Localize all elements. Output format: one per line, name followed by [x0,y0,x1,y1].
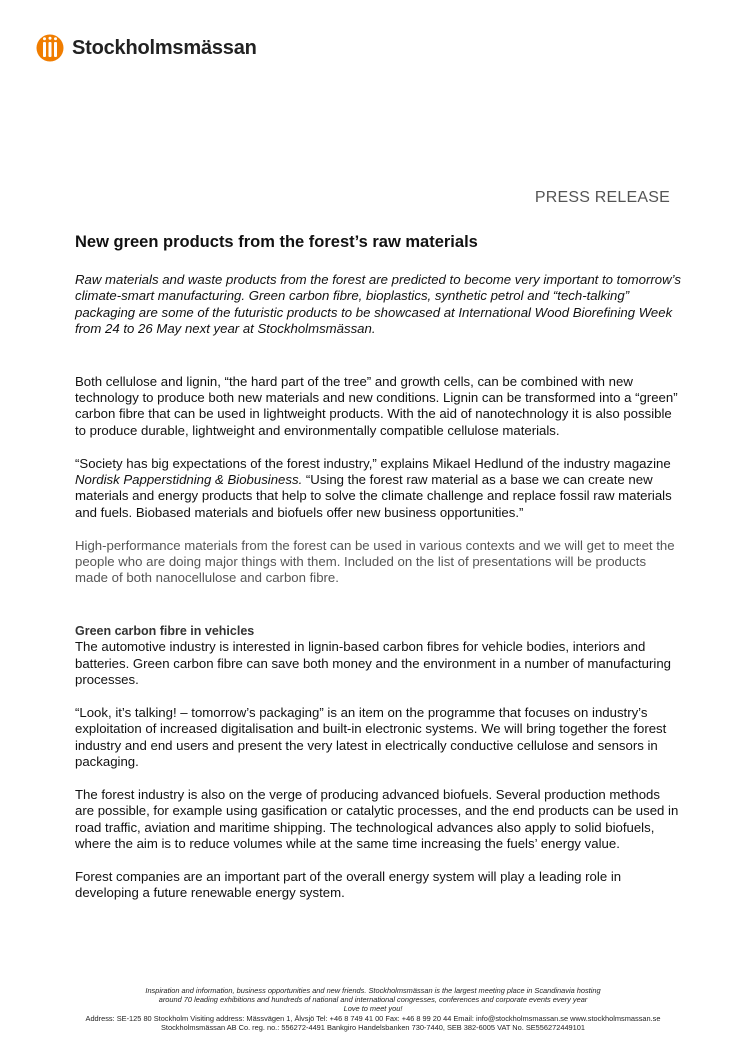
quote-start: “Society has big expectations of the forest industry,” explains Mikael Hedlund of the industry magazine [75,455,671,471]
footer-company-info: Stockholmsmässan AB Co. reg. no.: 556272-4491 Bankgiro Handelsbanken 730-7440, SEB 382-6005 VAT No. SE556272449101 [160,1022,585,1032]
brand-logo [36,34,257,62]
paragraph-quote [75,456,681,522]
paragraph-energy-system: Forest companies are an important part of the overall energy system will play a leading role in developing a future renewable energy system. [75,868,622,901]
paragraph-packaging: “Look, it’s talking! – tomorrow’s packaging” is an item on the programme that focuses on industry’s exploitation of increased digitalisation and built-in electronic systems. We will bring together the forest industry and end users and present the very latest in electrically conductive cellulose and sensors in packaging. [75,704,667,770]
subheading-carbon-fibre: Green carbon fibre in vehicles [75,623,255,638]
paragraph-biofuels: The forest industry is also on the verge of producing advanced biofuels. Several production methods are possible, for example using gasification or catalytic processes, and the end products can be used in road traffic, aviation and maritime shipping. The technological advances also apply to solid biofuels, where the aim is to reduce volumes while at the same time increasing the fuels’ energy value. [75,786,679,852]
brand-name: Stockholmsmässan [72,36,257,59]
paragraph-high-performance: High-performance materials from the forest can be used in various contexts and we will get to meet the people who are doing major things with them. Included on the list of presentations will be products made of both nanocellulose and carbon fibre. [75,537,675,586]
article-lead: Raw materials and waste products from the forest are predicted to become very important to tomorrow’s climate-smart manufacturing. Green carbon fibre, bioplastics, synthetic petrol and “tech-talking” packaging are some of the futuristic products to be showcased at International Wood Biorefining Week from 24 to 26 May next year at Stockholmsmässan. [75,272,681,337]
footer-tagline: Love to meet you! [343,1004,403,1014]
footer-address: Address: SE-125 80 Stockholm Visiting address: Mässvägen 1, Älvsjö Tel: +46 8 749 41 00 Fax: +46 8 99 20 44 Email: info@stockholmsmassan.se www.stockholmsmassan.se [85,1013,661,1023]
footer-line-1: Inspiration and information, business opportunities and new friends. Stockholmsmässan is the largest meeting place in Scandinavia hosting [145,986,601,995]
article-title: New green products from the forest’s raw materials [75,233,478,251]
page-footer [0,986,746,1032]
article-body [75,233,681,902]
footer-line-2: around 70 leading exhibitions and hundreds of national and international congresses, conferences and corporate events every year [158,995,588,1005]
stockholmsmassan-logo-icon [36,34,64,62]
press-release-label: PRESS RELEASE [534,189,670,206]
publication-name: Nordisk Papperstidning & Biobusiness. [75,472,303,488]
paragraph-cellulose-lignin: Both cellulose and lignin, “the hard part of the tree” and growth cells, can be combined with new technology to produce both new materials and new conditions. Lignin can be transformed into a “green” carbon fibre that can be used in lightweight products. With the aid of nanotechnology it is also possible to produce durable, lightweight and environmentally compatible cellulose materials. [75,373,678,438]
paragraph-automotive: The automotive industry is interested in lignin-based carbon fibres for vehicle bodies, interiors and batteries. Green carbon fibre can save both money and the environment in a number of manufacturing processes. [75,639,671,688]
quote-end: “Using the forest raw material as a base we can create new materials and energy products that help to solve the climate challenge and replace fossil raw materials and fuels. Biobased materials and biofuels offer new business opportunities.” [75,472,672,520]
